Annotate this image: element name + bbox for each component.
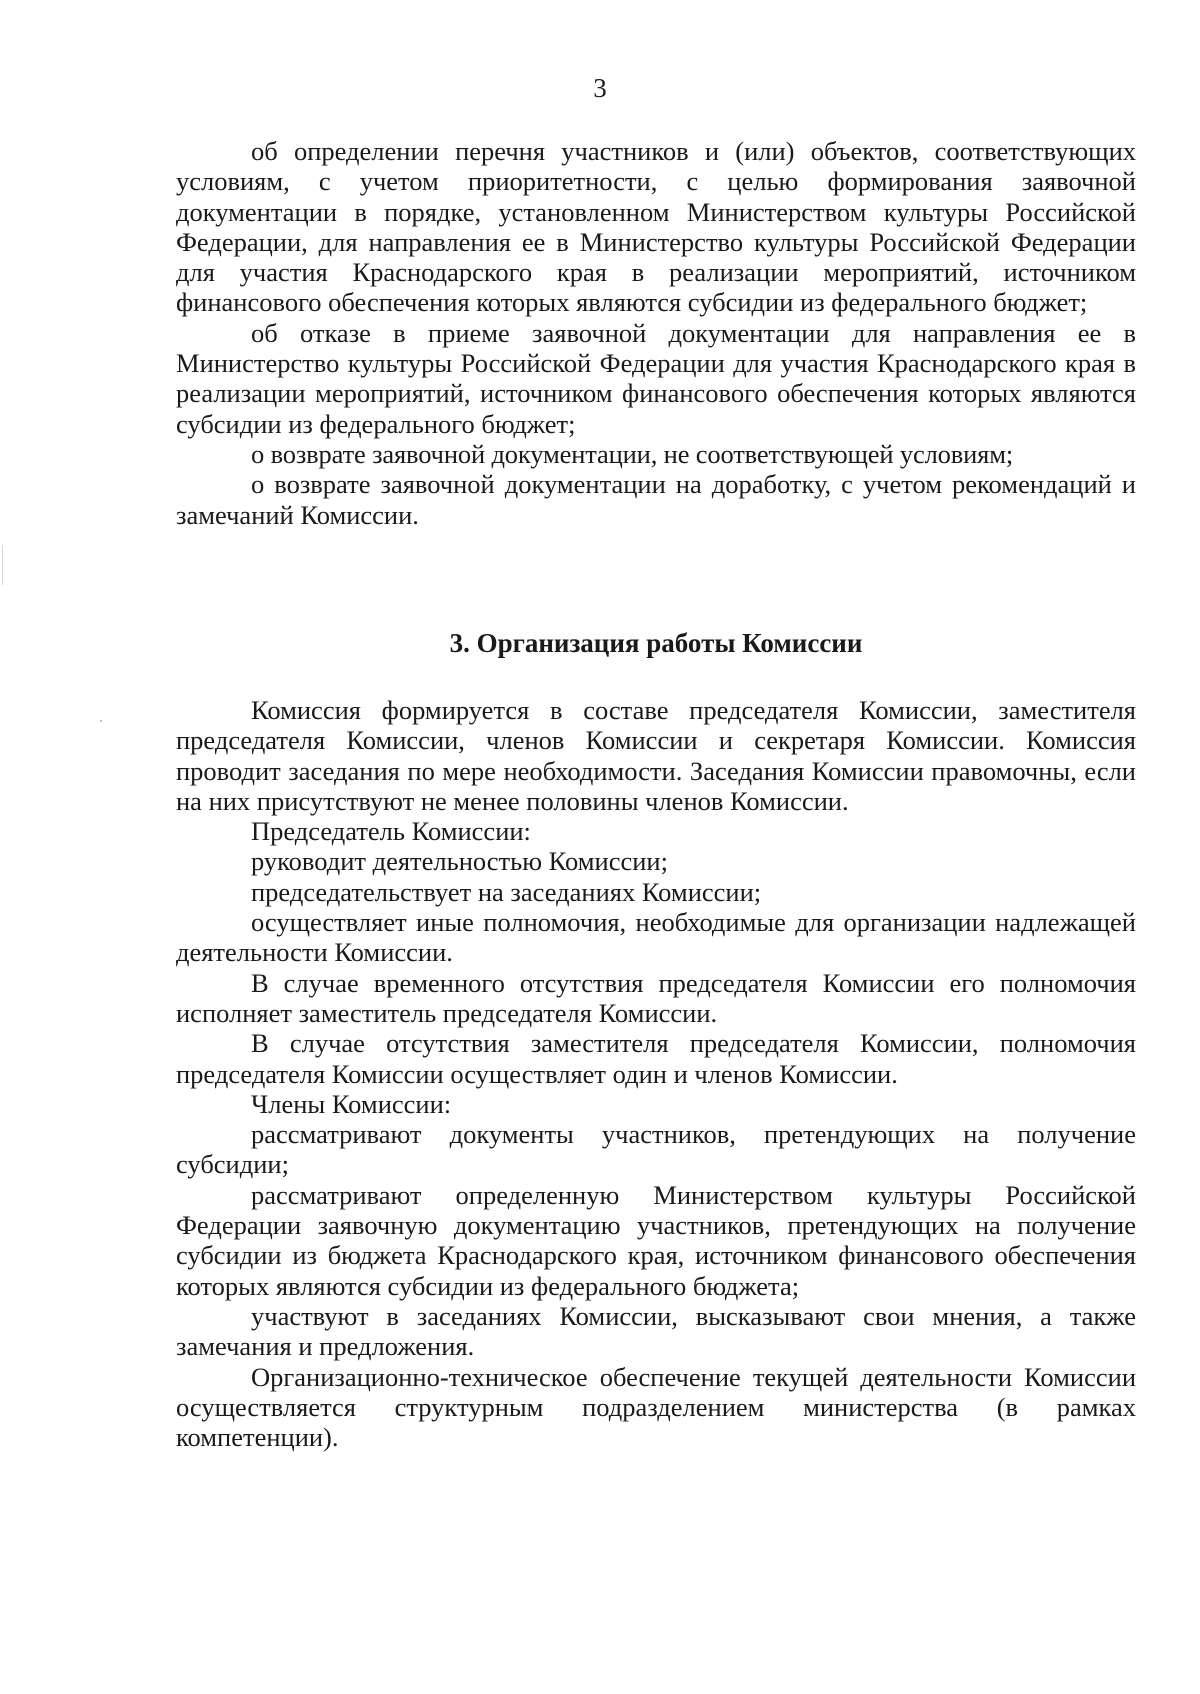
scan-edge-mark bbox=[2, 545, 3, 585]
paragraph: Комиссия формируется в составе председателя Комиссии, заместителя председателя Комиссии, членов Комиссии и секретаря Комиссии. Комиссия проводит заседания по мере необходимости. Заседания Комиссии правомочны, если на них присутствуют не менее половины членов Комиссии. bbox=[176, 695, 1136, 816]
paragraph: о возврате заявочной документации на доработку, с учетом рекомендаций и замечаний Комиссии. bbox=[176, 469, 1136, 530]
paragraph: рассматривают определенную Министерством культуры Российской Федерации заявочную документацию участников, претендующих на получение субсидии из бюджета Краснодарского края, источником финансового обеспечения которых являются субсидии из федерального бюджета; bbox=[176, 1179, 1136, 1301]
paragraph: осуществляет иные полномочия, необходимые для организации надлежащей деятельности Комиссии. bbox=[176, 907, 1136, 968]
paragraph: Члены Комиссии: bbox=[251, 1088, 452, 1119]
paragraph: Организационно-техническое обеспечение текущей деятельности Комиссии осуществляется структурным подразделением министерства (в рамках компетенции). bbox=[176, 1361, 1136, 1453]
paragraph: рассматривают документы участников, претендующих на получение субсидии; bbox=[176, 1119, 1136, 1180]
text-block-bottom bbox=[176, 695, 1136, 1452]
paragraph: об отказе в приеме заявочной документации для направления ее в Министерство культуры Российской Федерации для участия Краснодарского края в реализации мероприятий, источником финансового обеспечения которых являются субсидии из федерального бюджет; bbox=[176, 317, 1136, 439]
paragraph: В случае временного отсутствия председателя Комиссии его полномочия исполняет заместитель председателя Комиссии. bbox=[176, 967, 1136, 1028]
scan-speck bbox=[100, 720, 102, 722]
page-number: 3 bbox=[593, 73, 607, 103]
paragraph: о возврате заявочной документации, не соответствующей условиям; bbox=[251, 438, 1014, 469]
paragraph: председательствует на заседаниях Комиссии; bbox=[251, 876, 762, 907]
paragraph: участвуют в заседаниях Комиссии, высказывают свои мнения, а также замечания и предложения. bbox=[176, 1300, 1136, 1362]
paragraph: В случае отсутствия заместителя председателя Комиссии, полномочия председателя Комиссии осуществляет один и членов Комиссии. bbox=[176, 1028, 1136, 1089]
text-block-top bbox=[176, 136, 1136, 530]
paragraph: об определении перечня участников и (или) объектов, соответствующих условиям, с учетом приоритетности, с целью формирования заявочной документации в порядке, установленном Министерством культуры Российской Федерации, для направления ее в Министерство культуры Российской Федерации для участия Краснодарского края в реализации мероприятий, источником финансового обеспечения которых являются субсидии из федерального бюджет; bbox=[176, 136, 1136, 318]
paragraph: Председатель Комиссии: bbox=[251, 816, 531, 847]
paragraph: руководит деятельностью Комиссии; bbox=[251, 846, 668, 877]
section-heading: 3. Организация работы Комиссии bbox=[449, 628, 863, 658]
